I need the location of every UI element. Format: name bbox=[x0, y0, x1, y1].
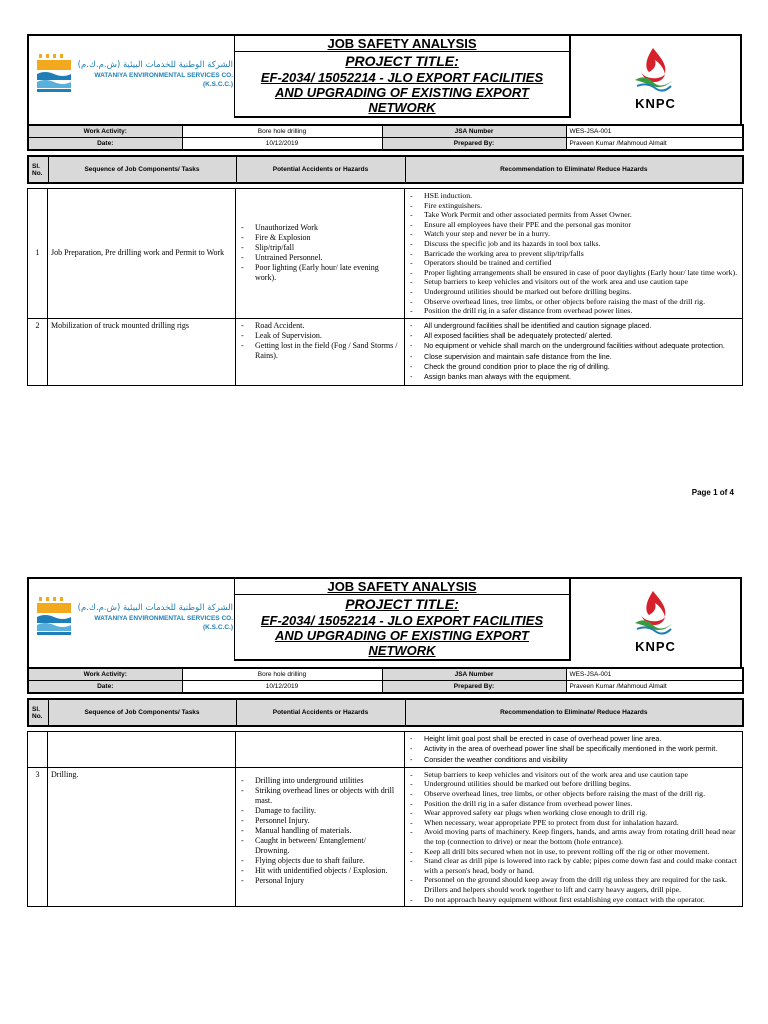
client-logo-cell bbox=[571, 36, 740, 118]
company-logo-cell bbox=[29, 579, 235, 661]
column-hazards: Potential Accidents or Hazards bbox=[236, 699, 405, 726]
recommendation-item: - Take Work Permit and other associated permits from Asset Owner. bbox=[408, 210, 739, 220]
column-recommendation: Recommendation to Eliminate/ Reduce Hazards bbox=[405, 699, 743, 726]
hazard-item: - Fire & Explosion bbox=[239, 233, 401, 243]
recommendation-item: - Activity in the area of overhead power line shall be specifically mentioned in the work permit. bbox=[408, 744, 739, 754]
prepared-by-label: Prepared By: bbox=[382, 681, 566, 694]
hazard-item: - Slip/trip/fall bbox=[239, 243, 401, 253]
recommendation-item: - Fire extinguishers. bbox=[408, 201, 739, 211]
recommendation-item: - Position the drill rig in a safer distance from overhead power lines. bbox=[408, 799, 739, 809]
recommendation-item: - Underground utilities should be marked out before drilling begins. bbox=[408, 287, 739, 297]
recommendation-item: - Ensure all employees have their PPE and the personal gas monitor bbox=[408, 220, 739, 230]
recommendation-item: - HSE induction. bbox=[408, 191, 739, 201]
recommendation-item: - Proper lighting arrangements shall be ensured in case of poor daylights (Early hour/ late time work). bbox=[408, 268, 739, 278]
date-value: 10/12/2019 bbox=[182, 138, 382, 151]
recommendation-item: - Stand clear as drill pipe is lowered into rack by cable; pipes come down fast and could make contact with a person's head, body or hand. bbox=[408, 856, 739, 875]
row-number: 1 bbox=[28, 189, 48, 319]
company-name-english: WATANIYA ENVIRONMENTAL SERVICES CO. (K.S.C.C.) bbox=[94, 72, 233, 88]
row-recommendations bbox=[405, 318, 743, 385]
project-title-line: EF-2034/ 15052214 - JLO EXPORT FACILITIES bbox=[260, 70, 544, 85]
recommendation-item: - Assign banks man always with the equipment. bbox=[408, 372, 739, 382]
company-logo-cell bbox=[29, 36, 235, 118]
hazard-item: - Flying objects due to shaft failure. bbox=[239, 856, 401, 866]
row-number: 2 bbox=[28, 318, 48, 385]
column-sl-no: Sl. No. bbox=[28, 156, 48, 183]
jsa-page-1 bbox=[27, 34, 742, 386]
row-task: Drilling. bbox=[48, 767, 236, 906]
recommendation-item: - Position the drill rig in a safer distance from overhead power lines. bbox=[408, 306, 739, 316]
client-logo-cell bbox=[571, 579, 740, 661]
company-name-english: WATANIYA ENVIRONMENTAL SERVICES CO. (K.S.C.C.) bbox=[94, 615, 233, 631]
hazard-item: - Striking overhead lines or objects with drill mast. bbox=[239, 786, 401, 806]
page-number: Page 1 of 4 bbox=[691, 488, 734, 497]
recommendation-item: - Consider the weather conditions and visibility bbox=[408, 755, 739, 765]
document-title: JOB SAFETY ANALYSIS bbox=[235, 579, 569, 595]
table-row bbox=[28, 189, 743, 319]
project-title-line: EF-2034/ 15052214 - JLO EXPORT FACILITIES bbox=[260, 613, 544, 628]
row-task: Mobilization of truck mounted drilling rigs bbox=[48, 318, 236, 385]
column-sequence: Sequence of Job Components/ Tasks bbox=[48, 699, 236, 726]
hazard-item: - Manual handling of materials. bbox=[239, 826, 401, 836]
row-hazards bbox=[236, 189, 405, 319]
title-cell bbox=[235, 36, 571, 118]
hazard-item: - Untrained Personnel. bbox=[239, 253, 401, 263]
table-row bbox=[28, 767, 743, 906]
column-header bbox=[27, 155, 744, 184]
company-name-arabic: الشركة الوطنية للخدمات البيئية (ش.م.ك.م) bbox=[77, 603, 233, 613]
recommendation-item: - Observe overhead lines, tree limbs, or other objects before raising the mast of the drill rig. bbox=[408, 297, 739, 307]
jsa-number-value: WES-JSA-001 bbox=[566, 668, 743, 681]
project-title-line: NETWORK bbox=[368, 643, 436, 658]
date-label: Date: bbox=[28, 138, 182, 151]
company-name-arabic: الشركة الوطنية للخدمات البيئية (ش.م.ك.م) bbox=[77, 60, 233, 70]
row-hazards bbox=[236, 318, 405, 385]
recommendation-item: - All underground facilities shall be identified and caution signage placed. bbox=[408, 321, 739, 331]
client-name: KNPC bbox=[635, 639, 676, 654]
row-number bbox=[28, 732, 48, 768]
hazard-item: - Damage to facility. bbox=[239, 806, 401, 816]
recommendation-item: - Close supervision and maintain safe distance from the line. bbox=[408, 352, 739, 362]
jsa-number-label: JSA Number bbox=[382, 668, 566, 681]
jsa-page-2 bbox=[27, 577, 742, 907]
row-recommendations bbox=[405, 732, 743, 768]
recommendation-item: - Watch your step and never be in a hurry. bbox=[408, 229, 739, 239]
date-label: Date: bbox=[28, 681, 182, 694]
column-sl-no: Sl. No. bbox=[28, 699, 48, 726]
info-table bbox=[27, 667, 744, 694]
client-name: KNPC bbox=[635, 96, 676, 111]
recommendation-item: - No equipment or vehicle shall march on the underground facilities without adequate protection. bbox=[408, 341, 739, 351]
knpc-flame-logo-icon bbox=[631, 46, 675, 92]
row-recommendations bbox=[405, 189, 743, 319]
jsa-number-label: JSA Number bbox=[382, 125, 566, 138]
row-recommendations bbox=[405, 767, 743, 906]
hazard-item: - Hit with unidentified objects / Explosion. bbox=[239, 866, 401, 876]
document-header bbox=[27, 577, 742, 661]
recommendation-item: - Observe overhead lines, tree limbs, or other objects before raising the mast of the drill rig. bbox=[408, 789, 739, 799]
hazard-item: - Road Accident. bbox=[239, 321, 401, 331]
date-value: 10/12/2019 bbox=[182, 681, 382, 694]
work-activity-value: Bore hole drilling bbox=[182, 668, 382, 681]
row-task bbox=[48, 732, 236, 768]
row-hazards bbox=[236, 767, 405, 906]
recommendation-item: - Setup barriers to keep vehicles and visitors out of the work area and use caution tape bbox=[408, 770, 739, 780]
recommendation-item: - Keep all drill bits secured when not in use, to prevent rolling off the rig or other movement. bbox=[408, 847, 739, 857]
hazard-item: - Getting lost in the field (Fog / Sand Storms / Rains). bbox=[239, 341, 401, 361]
column-hazards: Potential Accidents or Hazards bbox=[236, 156, 405, 183]
prepared-by-value: Praveen Kumar /Mahmoud Almalt bbox=[566, 138, 743, 151]
recommendation-item: - Avoid moving parts of machinery. Keep fingers, hands, and arms away from rotating drill head near the top (connection to drive) or near the bottom (hole entrance). bbox=[408, 827, 739, 846]
recommendation-item: - Personnel on the ground should keep away from the drill rig unless they are required for the task. Drillers and helpers should work together to lift and carry heavy augers, drill pipe. bbox=[408, 875, 739, 894]
jsa-number-value: WES-JSA-001 bbox=[566, 125, 743, 138]
table-row bbox=[28, 318, 743, 385]
jsa-table-body bbox=[27, 188, 743, 386]
column-header bbox=[27, 698, 744, 727]
recommendation-item: - Operators should be trained and certified bbox=[408, 258, 739, 268]
knpc-flame-logo-icon bbox=[631, 589, 675, 635]
info-table bbox=[27, 124, 744, 151]
wataniya-logo-icon bbox=[37, 54, 71, 92]
project-title-line: NETWORK bbox=[368, 100, 436, 115]
table-row bbox=[28, 732, 743, 768]
hazard-item: - Poor lighting (Early hour/ late evening work). bbox=[239, 263, 401, 283]
recommendation-item: - Underground utilities should be marked out before drilling begins. bbox=[408, 779, 739, 789]
recommendation-item: - When necessary, wear appropriate PPE to protect from dust for inhalation hazard. bbox=[408, 818, 739, 828]
project-title-label: PROJECT TITLE: bbox=[345, 53, 459, 69]
hazard-item: - Leak of Supervision. bbox=[239, 331, 401, 341]
row-number: 3 bbox=[28, 767, 48, 906]
recommendation-item: - Do not approach heavy equipment without first establishing eye contact with the operator. bbox=[408, 895, 739, 905]
hazard-item: - Caught in between/ Entanglement/ Drowning. bbox=[239, 836, 401, 856]
wataniya-logo-icon bbox=[37, 597, 71, 635]
jsa-table-body bbox=[27, 731, 743, 907]
recommendation-item: - Wear approved safety ear plugs when working close enough to drill rig. bbox=[408, 808, 739, 818]
hazard-item: - Personnel Injury. bbox=[239, 816, 401, 826]
project-title-line: AND UPGRADING OF EXISTING EXPORT bbox=[274, 85, 529, 100]
recommendation-item: - Setup barriers to keep vehicles and visitors out of the work area and use caution tape bbox=[408, 277, 739, 287]
work-activity-label: Work Activity: bbox=[28, 125, 182, 138]
column-sequence: Sequence of Job Components/ Tasks bbox=[48, 156, 236, 183]
title-cell bbox=[235, 579, 571, 661]
project-title-label: PROJECT TITLE: bbox=[345, 596, 459, 612]
document-header bbox=[27, 34, 742, 118]
recommendation-item: - Discuss the specific job and its hazards in tool box talks. bbox=[408, 239, 739, 249]
hazard-item: - Personal Injury bbox=[239, 876, 401, 886]
recommendation-item: - All exposed facilities shall be adequately protected/ alerted. bbox=[408, 331, 739, 341]
recommendation-item: - Barricade the working area to prevent slip/trip/falls bbox=[408, 249, 739, 259]
row-task: Job Preparation, Pre drilling work and Permit to Work bbox=[48, 189, 236, 319]
project-title-line: AND UPGRADING OF EXISTING EXPORT bbox=[274, 628, 529, 643]
recommendation-item: - Height limit goal post shall be erected in case of overhead power line area. bbox=[408, 734, 739, 744]
column-recommendation: Recommendation to Eliminate/ Reduce Hazards bbox=[405, 156, 743, 183]
prepared-by-value: Praveen Kumar /Mahmoud Almalt bbox=[566, 681, 743, 694]
work-activity-value: Bore hole drilling bbox=[182, 125, 382, 138]
hazard-item: - Drilling into underground utilities bbox=[239, 776, 401, 786]
work-activity-label: Work Activity: bbox=[28, 668, 182, 681]
row-hazards bbox=[236, 732, 405, 768]
hazard-item: - Unauthorized Work bbox=[239, 223, 401, 233]
document-title: JOB SAFETY ANALYSIS bbox=[235, 36, 569, 52]
recommendation-item: - Check the ground condition prior to place the rig of drilling. bbox=[408, 362, 739, 372]
prepared-by-label: Prepared By: bbox=[382, 138, 566, 151]
